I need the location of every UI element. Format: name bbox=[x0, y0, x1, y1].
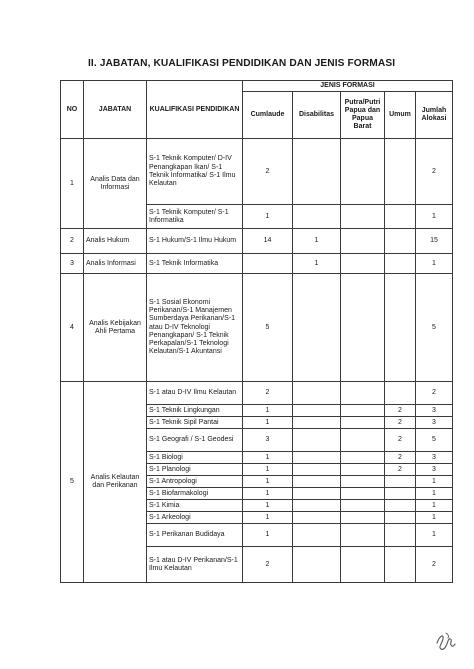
cell-disabilitas bbox=[293, 429, 341, 452]
cell-no: 2 bbox=[61, 229, 84, 254]
cell-jumlah: 1 bbox=[416, 488, 453, 500]
cell-umum bbox=[385, 512, 416, 524]
cell-jumlah: 5 bbox=[416, 429, 453, 452]
table-row bbox=[61, 139, 453, 205]
cell-papua bbox=[341, 254, 385, 274]
cell-disabilitas: 1 bbox=[293, 229, 341, 254]
cell-disabilitas bbox=[293, 464, 341, 476]
cell-jumlah: 3 bbox=[416, 405, 453, 417]
cell-cumlaude: 14 bbox=[243, 229, 293, 254]
cell-kualifikasi: S-1 Planologi bbox=[147, 464, 243, 476]
cell-umum bbox=[385, 254, 416, 274]
formasi-table bbox=[60, 80, 453, 583]
cell-papua bbox=[341, 500, 385, 512]
cell-umum bbox=[385, 205, 416, 229]
cell-papua bbox=[341, 139, 385, 205]
cell-jumlah: 1 bbox=[416, 524, 453, 547]
cell-umum: 2 bbox=[385, 405, 416, 417]
cell-umum bbox=[385, 524, 416, 547]
cell-jabatan: Analis Informasi bbox=[84, 254, 147, 274]
cell-papua bbox=[341, 524, 385, 547]
cell-jumlah: 3 bbox=[416, 452, 453, 464]
cell-jumlah: 1 bbox=[416, 205, 453, 229]
cell-jumlah: 1 bbox=[416, 254, 453, 274]
table-row bbox=[61, 254, 453, 274]
cell-cumlaude: 1 bbox=[243, 452, 293, 464]
cell-kualifikasi: S-1 Antropologi bbox=[147, 476, 243, 488]
cell-jumlah: 15 bbox=[416, 229, 453, 254]
cell-no: 4 bbox=[61, 274, 84, 382]
cell-umum bbox=[385, 547, 416, 583]
cell-no: 1 bbox=[61, 139, 84, 229]
cell-jumlah: 2 bbox=[416, 547, 453, 583]
cell-disabilitas: 1 bbox=[293, 254, 341, 274]
cell-umum bbox=[385, 488, 416, 500]
cell-jumlah: 1 bbox=[416, 476, 453, 488]
cell-kualifikasi: S-1 Biologi bbox=[147, 452, 243, 464]
cell-cumlaude: 2 bbox=[243, 547, 293, 583]
cell-disabilitas bbox=[293, 488, 341, 500]
cell-cumlaude: 1 bbox=[243, 512, 293, 524]
cell-umum bbox=[385, 139, 416, 205]
cell-cumlaude: 1 bbox=[243, 205, 293, 229]
cell-disabilitas bbox=[293, 500, 341, 512]
cell-jumlah: 2 bbox=[416, 139, 453, 205]
cell-disabilitas bbox=[293, 524, 341, 547]
cell-jumlah: 2 bbox=[416, 382, 453, 405]
cell-cumlaude: 1 bbox=[243, 405, 293, 417]
cell-cumlaude: 1 bbox=[243, 500, 293, 512]
cell-kualifikasi: S-1 atau D-IV Ilmu Kelautan bbox=[147, 382, 243, 405]
cell-kualifikasi: S-1 Teknik Komputer/ S-1 Informatika bbox=[147, 205, 243, 229]
cell-umum bbox=[385, 500, 416, 512]
header-jenis-formasi: JENIS FORMASI bbox=[243, 81, 453, 92]
cell-jabatan: Analis Data dan Informasi bbox=[84, 139, 147, 229]
cell-kualifikasi: S-1 Perikanan Budidaya bbox=[147, 524, 243, 547]
cell-umum: 2 bbox=[385, 417, 416, 429]
cell-jumlah: 5 bbox=[416, 274, 453, 382]
header-papua: Putra/Putri Papua dan Papua Barat bbox=[341, 92, 385, 139]
cell-umum bbox=[385, 229, 416, 254]
cell-jumlah: 1 bbox=[416, 500, 453, 512]
cell-disabilitas bbox=[293, 476, 341, 488]
signature-initials-icon bbox=[434, 629, 458, 653]
cell-cumlaude: 3 bbox=[243, 429, 293, 452]
cell-jabatan: Analis Kelautan dan Perikanan bbox=[84, 382, 147, 583]
cell-papua bbox=[341, 405, 385, 417]
cell-cumlaude: 1 bbox=[243, 464, 293, 476]
cell-papua bbox=[341, 464, 385, 476]
cell-umum: 2 bbox=[385, 429, 416, 452]
cell-kualifikasi: S-1 atau D-IV Perikanan/S-1 Ilmu Kelautan bbox=[147, 547, 243, 583]
cell-kualifikasi: S-1 Hukum/S-1 Ilmu Hukum bbox=[147, 229, 243, 254]
cell-kualifikasi: S-1 Teknik Informatika bbox=[147, 254, 243, 274]
table-row bbox=[61, 382, 453, 405]
cell-disabilitas bbox=[293, 274, 341, 382]
cell-papua bbox=[341, 229, 385, 254]
cell-papua bbox=[341, 205, 385, 229]
cell-no: 3 bbox=[61, 254, 84, 274]
cell-cumlaude: 1 bbox=[243, 417, 293, 429]
cell-papua bbox=[341, 429, 385, 452]
cell-papua bbox=[341, 547, 385, 583]
cell-cumlaude: 1 bbox=[243, 488, 293, 500]
table-row bbox=[61, 274, 453, 382]
cell-cumlaude: 2 bbox=[243, 382, 293, 405]
cell-no: 5 bbox=[61, 382, 84, 583]
cell-umum bbox=[385, 382, 416, 405]
header-umum: Umum bbox=[385, 92, 416, 139]
cell-disabilitas bbox=[293, 405, 341, 417]
cell-jabatan: Analis Hukum bbox=[84, 229, 147, 254]
cell-cumlaude: 2 bbox=[243, 139, 293, 205]
cell-papua bbox=[341, 417, 385, 429]
cell-disabilitas bbox=[293, 382, 341, 405]
cell-jumlah: 3 bbox=[416, 464, 453, 476]
cell-umum bbox=[385, 476, 416, 488]
cell-jabatan: Analis Kebijakan Ahli Pertama bbox=[84, 274, 147, 382]
header-cumlaude: Cumlaude bbox=[243, 92, 293, 139]
cell-jumlah: 1 bbox=[416, 512, 453, 524]
cell-kualifikasi: S-1 Arkeologi bbox=[147, 512, 243, 524]
cell-kualifikasi: S-1 Teknik Sipil Pantai bbox=[147, 417, 243, 429]
cell-cumlaude: 1 bbox=[243, 524, 293, 547]
cell-disabilitas bbox=[293, 139, 341, 205]
header-jabatan: JABATAN bbox=[84, 81, 147, 139]
cell-cumlaude bbox=[243, 254, 293, 274]
cell-disabilitas bbox=[293, 547, 341, 583]
cell-kualifikasi: S-1 Biofarmakologi bbox=[147, 488, 243, 500]
cell-disabilitas bbox=[293, 205, 341, 229]
cell-kualifikasi: S-1 Kimia bbox=[147, 500, 243, 512]
cell-kualifikasi: S-1 Teknik Lingkungan bbox=[147, 405, 243, 417]
cell-disabilitas bbox=[293, 417, 341, 429]
header-disabilitas: Disabilitas bbox=[293, 92, 341, 139]
cell-papua bbox=[341, 382, 385, 405]
cell-umum: 2 bbox=[385, 452, 416, 464]
cell-papua bbox=[341, 476, 385, 488]
cell-papua bbox=[341, 512, 385, 524]
cell-disabilitas bbox=[293, 452, 341, 464]
cell-jumlah: 3 bbox=[416, 417, 453, 429]
cell-cumlaude: 5 bbox=[243, 274, 293, 382]
cell-papua bbox=[341, 488, 385, 500]
cell-disabilitas bbox=[293, 512, 341, 524]
table-row bbox=[61, 229, 453, 254]
cell-papua bbox=[341, 452, 385, 464]
cell-kualifikasi: S-1 Teknik Komputer/ D-IV Penangkapan Ikan/ S-1 Teknik Informatika/ S-1 Ilmu Kelautan bbox=[147, 139, 243, 205]
cell-papua bbox=[341, 274, 385, 382]
document-title: II. JABATAN, KUALIFIKASI PENDIDIKAN DAN JENIS FORMASI bbox=[88, 58, 396, 69]
cell-umum bbox=[385, 274, 416, 382]
cell-kualifikasi: S-1 Geografi / S-1 Geodesi bbox=[147, 429, 243, 452]
header-kualifikasi: KUALIFIKASI PENDIDIKAN bbox=[147, 81, 243, 139]
cell-umum: 2 bbox=[385, 464, 416, 476]
header-jumlah: Jumlah Alokasi bbox=[416, 92, 453, 139]
header-no: NO bbox=[61, 81, 84, 139]
cell-cumlaude: 1 bbox=[243, 476, 293, 488]
cell-kualifikasi: S-1 Sosial Ekonomi Perikanan/S-1 Manajemen Sumberdaya Perikanan/S-1 atau D-IV Teknologi Penangkapan/ S-1 Teknik Perkapalan/S-1 Teknologi Kelautan/S-1 Akuntansi bbox=[147, 274, 243, 382]
